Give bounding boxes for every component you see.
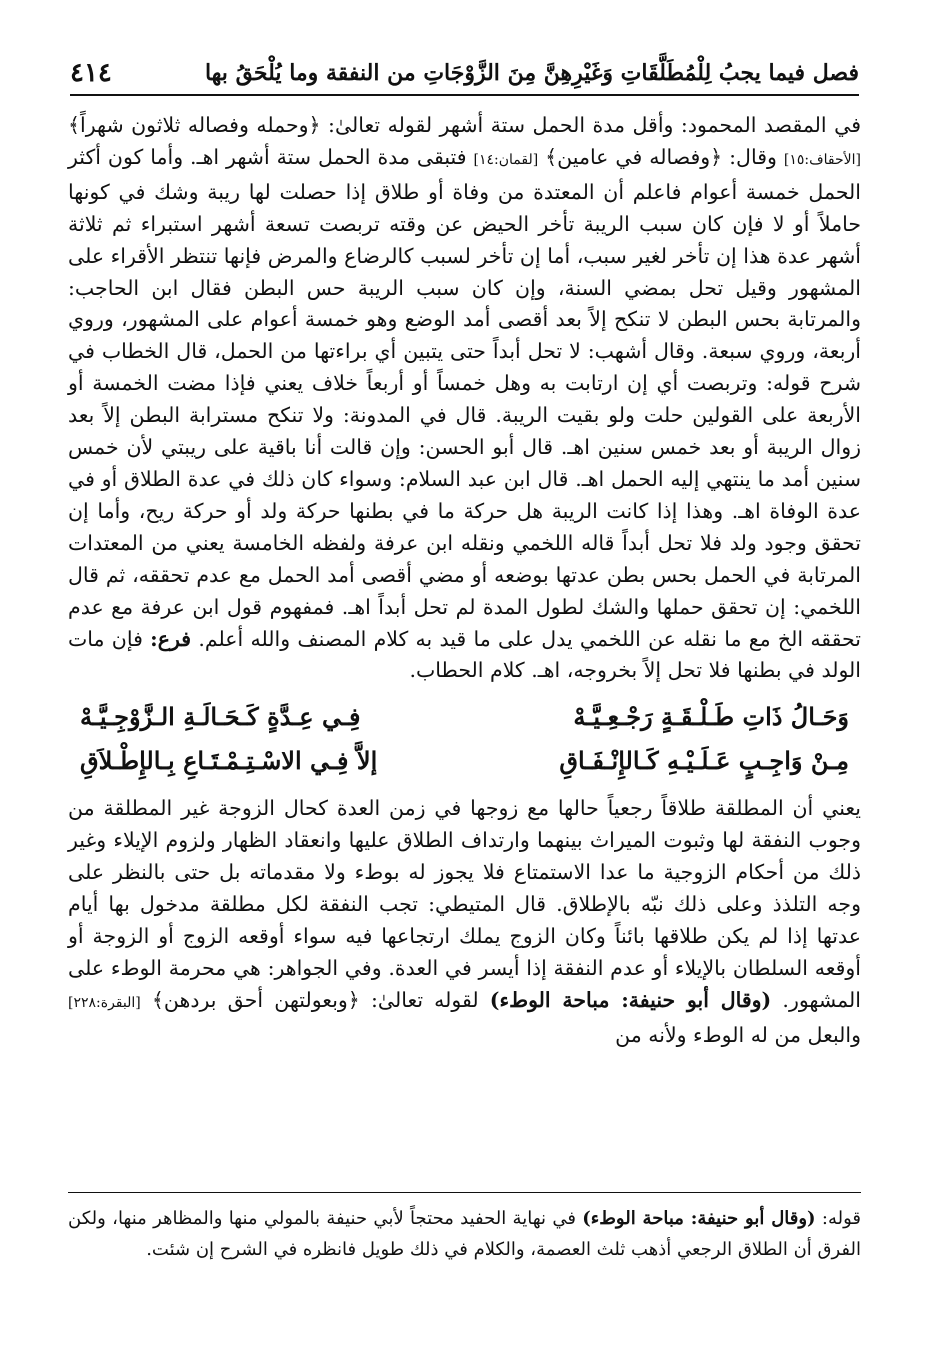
text-segment: في المقصد المحمود: وأقل مدة الحمل ستة أشهر لقوله تعالىٰ: ﴿وحمله وفصاله ثلاثون شهراً﴾	[68, 113, 861, 137]
quoted-matn: (وقال أبو حنيفة: مباحة الوطء)	[489, 987, 772, 1012]
verse-line-1	[68, 695, 861, 739]
text-segment: لقوله تعالىٰ: ﴿وبعولتهن أحق بردهن﴾	[151, 987, 479, 1012]
paragraph-pregnancy-duration	[68, 110, 861, 687]
verse-hemistich-right: مِـنْ وَاجِـبٍ عَـلَـيْـهِ كَـالإِنْـفَـاقِ	[559, 746, 849, 776]
paragraph-commentary	[68, 793, 861, 1051]
footnote-lead: قوله:	[821, 1208, 862, 1229]
verse-hemistich-left: فِـي عِـدَّةٍ كَـحَـالَـةِ الـزَّوْجِـيَّـهْ	[80, 702, 361, 732]
verse-hemistich-left: إلاَّ فِـي الاسْـتِـمْـتَـاعِ بِـالإِطْـلاَقِ	[80, 746, 378, 776]
footnote-divider	[68, 1192, 861, 1193]
text-segment: فإن مات الولد في بطنها فلا تحل إلاً بخروجه، اهـ. كلام الحطاب.	[68, 626, 861, 683]
footnote	[68, 1203, 861, 1265]
poem-verses	[68, 695, 861, 783]
quran-reference: [لقمان:١٤]	[473, 151, 539, 168]
subheading-far: فرع:	[150, 626, 192, 651]
text-segment: وقال: ﴿وفصاله في عامين﴾	[545, 144, 777, 169]
main-text	[68, 110, 861, 1052]
running-title: فصل فيما يجبُ لِلْمُطَلَّقَاتِ وَغَيْرِهِنَّ مِنَ الزَّوْجَاتِ من النفقة وما يُلْحَقُ بها	[204, 60, 859, 86]
page-header	[70, 52, 859, 96]
quran-reference: [البقرة:٢٢٨]	[68, 994, 141, 1011]
text-segment: يعني أن المطلقة طلاقاً رجعياً حالها مع زوجها في زمن العدة كحال الزوجة غير المطلقة من وجوب النفقة لها وثبوت الميراث بينهما وارتداف الطلاق عليها وانعقاد الظهار ولزوم الإيلاء وغير ذلك من أحكام الزوجية ما عدا الاستمتاع فلا يجوز له بوطء ولا مقدماته بل حتى بالنظر على وجه التلذذ وعلى ذلك نبّه بالإطلاق. قال المتيطي: تجب النفقة لكل مطلقة مدخول بها أيام عدتها إذا لم يكن طلاقها بائناً وكان الزوج يملك ارتجاعها فيه سواء أوقعه الزوج أو الزوجة أو أوقعه السلطان بالإيلاء أو عدم النفقة إذا أيسر في العدة. وفي الجواهر: هي محرمة الوطء على المشهور.	[68, 796, 861, 1012]
verse-hemistich-right: وَحَـالُ ذَاتِ طَـلْـقَـةٍ رَجْـعِـيَّـهْ	[573, 702, 849, 732]
page-number: ٤١٤	[70, 58, 112, 88]
verse-line-2	[68, 739, 861, 783]
footnote-text: في نهاية الحفيد محتجاً لأبي حنيفة بالمولي منها والمظاهر منها، ولكن الفرق أن الطلاق الرجعي أذهب ثلث العصمة، والكلام في ذلك طويل فانظره في الشرح إن شئت.	[68, 1208, 861, 1260]
quran-reference: [الأحقاف:١٥]	[783, 151, 861, 168]
footnote-paragraph	[68, 1203, 861, 1265]
text-segment: فتبقى مدة الحمل ستة أشهر اهـ. وأما كون أكثر الحمل خمسة أعوام فاعلم أن المعتدة من وفاة أو طلاق إذا حصلت لها ريبة وشك في كونها حاملاً أو لا فإن كان سبب الريبة تأخر الحيض عن وقته تربصت تسعة أشهر استبراء ثم ثلاثة أشهر عدة هذا إن تأخر لغير سبب، أما إن تأخر لسبب كالرضاع والمرض فإنها تنتظر الأقراء على المشهور وقيل تحل بمضي السنة، وإن كان سبب الريبة حس البطن فقال ابن الحاجب: والمرتابة بحس البطن لا تنكح إلاً بعد أقصى أمد الوضع وهو خمسة أعوام على المشهور، وروي أربعة، وروي سبعة. وقال أشهب: لا تحل أبداً حتى يتبين أي براءتها من الحمل، قال الخطاب في شرح قوله: وتربصت أي إن ارتابت به وهل خمساً أو أربعاً خلاف يعني فإذا مضت الخمسة أو الأربعة على القولين حلت ولو بقيت الريبة. قال في المدونة: ولا تنكح مسترابة البطن إلاً بعد زوال الريبة أو بعد خمس سنين اهـ. قال أبو الحسن: وإن قالت أنا باقية على ريبتي لأن خمس سنين أمد ما ينتهي إليه الحمل اهـ. قال ابن عبد السلام: وسواء كان ذلك في عدة الطلاق أو في عدة الوفاة اهـ. وهذا إذا كانت الريبة هل حركة ما في بطنها حركة ولد أو حركة ريح، وأما إن تحقق وجود ولد فلا تحل أبداً قاله اللخمي ونقله ابن عرفة ولفظه الخامسة يعني من المعتدات المرتابة في الحمل بحس بطن عدتها بوضعه أو مضي أقصى أمد الحمل مع عدم تحققه، ثم قال اللخمي: إن تحقق حملها والشك لطول المدة لم تحل أبداً اهـ. فمفهوم قول ابن عرفة مع عدم تحققه الخ مع ما نقله عن اللخمي يدل على ما قيد به كلام المصنف والله أعلم.	[68, 144, 861, 651]
text-segment: والبعل من له الوطء ولأنه من	[615, 1022, 861, 1047]
footnote-quoted-matn: (وقال أبو حنيفة: مباحة الوطء)	[582, 1208, 816, 1229]
